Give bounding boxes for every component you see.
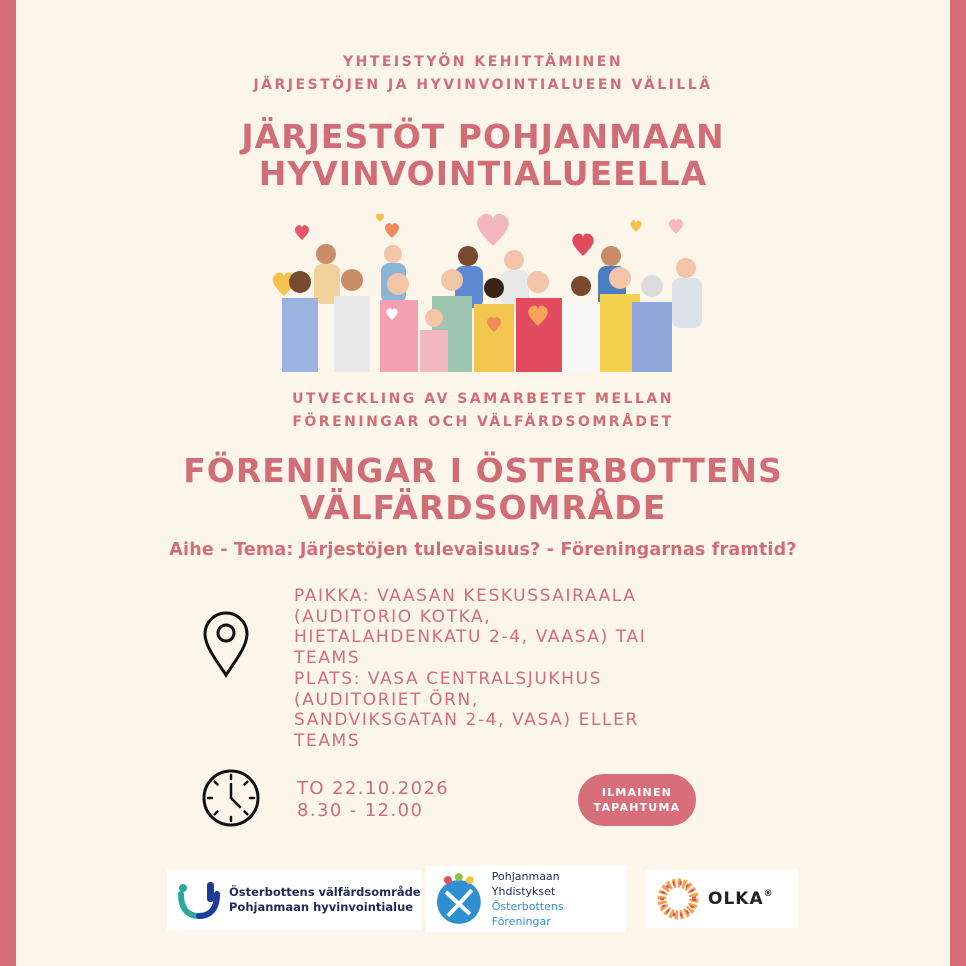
finnish-title-line-1: JÄRJESTÖT POHJANMAAN [241,117,725,156]
event-time [297,778,449,822]
welfare-area-logo-icon [177,880,223,920]
associations-logo-icon [432,872,486,926]
event-date: TO 22.10.2026 [297,778,450,799]
location-sv-line-1: PLATS: VASA CENTRALSJUKHUS [294,668,602,689]
finnish-kicker-line-2: JÄRJESTÖJEN JA HYVINVOINTIALUEEN VÄLILLÄ [253,77,713,93]
olka-logo [646,870,798,928]
location-fi-line-2: (AUDITORIO KOTKA, [294,606,492,627]
swedish-title [16,452,950,526]
free-event-badge [578,774,696,826]
swedish-kicker [16,388,950,434]
location-sv-line-4: TEAMS [294,730,361,751]
badge-line-2: TAPAHTUMA [593,801,681,814]
welfare-logo-line-1: Österbottens välfärdsområde [229,885,421,899]
theme-line: Aihe - Tema: Järjestöjen tulevaisuus? - Föreningarnas framtid? [169,540,797,560]
swedish-title-line-2: VÄLFÄRDSOMRÅDE [299,488,667,527]
location-sv-line-3: SANDVIKSGATAN 2-4, VASA) ELLER [294,710,639,731]
associations-logo [426,866,626,932]
welfare-area-logo [167,870,421,930]
location-sv-line-2: (AUDITORIET ÖRN, [294,689,479,710]
finnish-kicker-line-1: YHTEISTYÖN KEHITTÄMINEN [342,54,624,70]
location-fi-line-4: TEAMS [294,648,361,669]
finnish-title [16,118,950,192]
finnish-title-line-2: HYVINVOINTIALUEELLA [258,154,708,193]
location-pin-icon [202,610,250,678]
clock-icon [201,768,261,828]
event-hours: 8.30 - 12.00 [297,800,424,821]
olka-logo-ring-icon [656,877,700,921]
olka-logo-text: OLKA [708,889,764,909]
welfare-logo-line-2: Pohjanmaan hyvinvointialue [229,900,414,914]
associations-logo-line-2: Österbottens Föreningar [491,900,564,928]
swedish-title-line-1: FÖRENINGAR I ÖSTERBOTTENS [183,451,783,490]
location-details [294,586,754,752]
location-fi-line-1: PAIKKA: VAASAN KESKUSSAIRAALA [294,586,637,606]
poster-panel [16,0,950,966]
finnish-kicker [16,51,950,97]
associations-logo-line-1: Pohjanmaan Yhdistykset [491,870,560,898]
swedish-kicker-line-2: FÖRENINGAR OCH VÄLFÄRDSOMRÅDET [292,414,674,430]
olka-registered-mark: ® [763,889,774,899]
location-fi-line-3: HIETALAHDENKATU 2-4, VAASA) TAI [294,627,647,648]
swedish-kicker-line-1: UTVECKLING AV SAMARBETET MELLAN [292,391,674,407]
crowd-illustration [256,208,726,372]
badge-line-1: ILMAINEN [601,786,673,799]
